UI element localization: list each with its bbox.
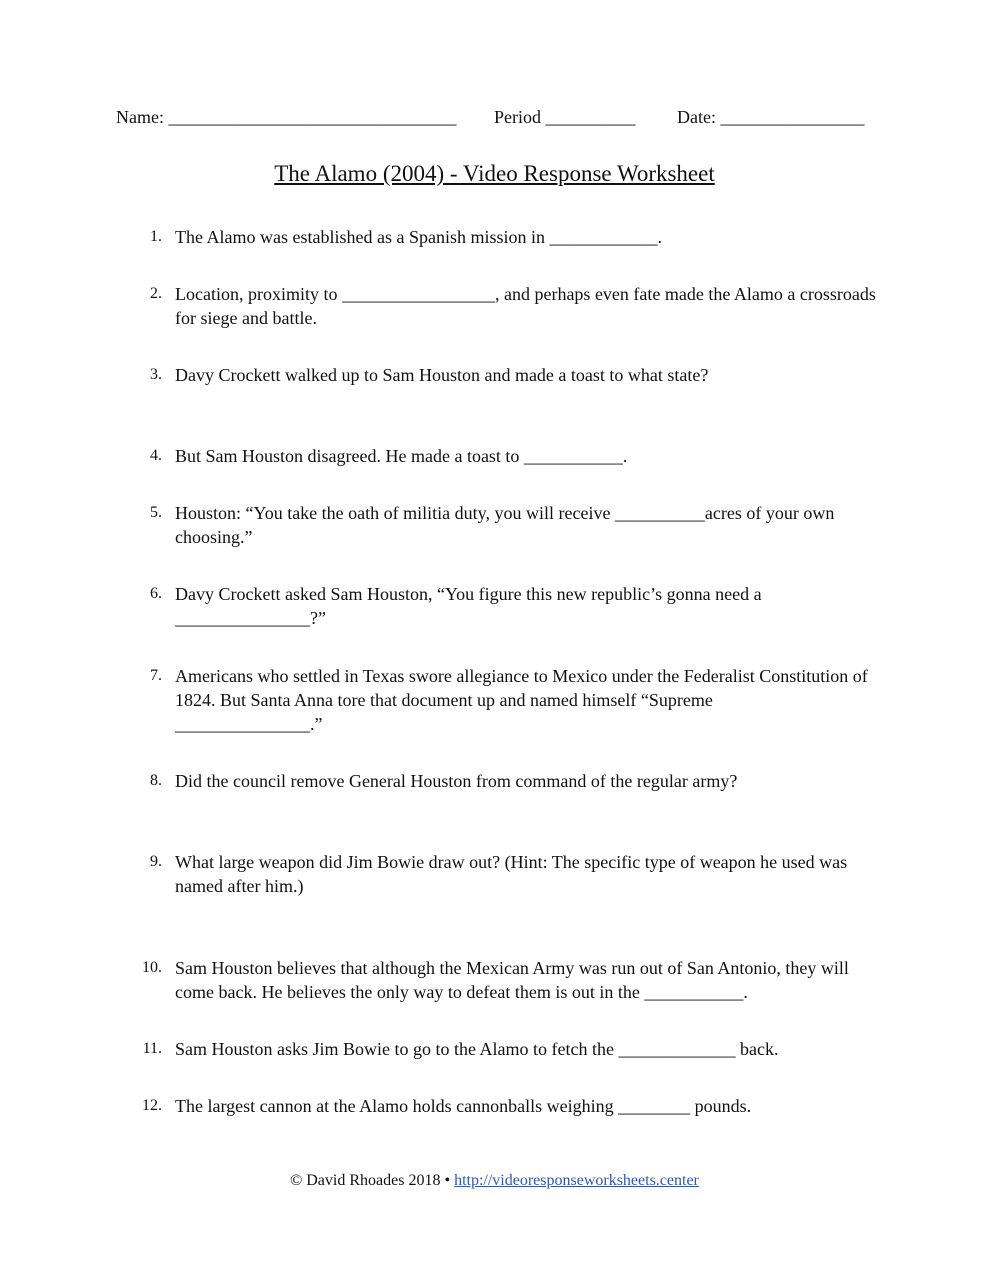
- question-1: [140, 225, 880, 249]
- question-text: Americans who settled in Texas swore allegiance to Mexico under the Federalist Constitution of 1824. But Santa Anna tore that document up and named himself “Supreme _______________.”: [175, 666, 868, 734]
- question-number: 1.: [150, 228, 162, 245]
- question-9: [140, 850, 880, 898]
- date-field[interactable]: Date: ________________: [677, 107, 865, 127]
- question-6: [140, 582, 880, 630]
- question-2: [140, 282, 880, 330]
- question-text: But Sam Houston disagreed. He made a toast to ___________.: [175, 446, 628, 466]
- question-number: 12.: [142, 1097, 162, 1114]
- question-text: What large weapon did Jim Bowie draw out? (Hint: The specific type of weapon he used was named after him.): [175, 852, 852, 896]
- question-number: 10.: [142, 959, 162, 976]
- copyright-text: © David Rhoades 2018 •: [290, 1172, 451, 1189]
- question-number: 9.: [150, 853, 162, 870]
- footer: [0, 1172, 989, 1190]
- page-title: The Alamo (2004) - Video Response Worksheet: [274, 161, 715, 186]
- question-5: [140, 501, 880, 549]
- question-number: 3.: [150, 366, 162, 383]
- question-7: [140, 664, 880, 736]
- question-12: [140, 1094, 880, 1118]
- question-8: [140, 769, 880, 793]
- question-11: [140, 1037, 880, 1061]
- question-text: Did the council remove General Houston from command of the regular army?: [175, 771, 738, 791]
- period-field[interactable]: Period __________: [494, 107, 636, 127]
- question-text: Sam Houston believes that although the Mexican Army was run out of San Antonio, they will come back. He believes the only way to defeat them is out in the ___________.: [175, 958, 854, 1002]
- name-field[interactable]: Name: ________________________________: [116, 107, 457, 127]
- question-number: 2.: [150, 285, 162, 302]
- question-text: Sam Houston asks Jim Bowie to go to the Alamo to fetch the _____________ back.: [175, 1039, 779, 1059]
- website-link[interactable]: http://videoresponseworksheets.center: [454, 1172, 699, 1189]
- question-text: Davy Crockett asked Sam Houston, “You figure this new republic’s gonna need a _______________?”: [175, 584, 762, 628]
- question-number: 5.: [150, 504, 162, 521]
- question-number: 4.: [150, 447, 162, 464]
- question-4: [140, 444, 880, 468]
- question-number: 11.: [142, 1040, 162, 1057]
- question-10: [140, 956, 880, 1004]
- question-text: Location, proximity to _________________, and perhaps even fate made the Alamo a crossroads for siege and battle.: [175, 284, 881, 328]
- question-3: [140, 363, 880, 387]
- question-text: Davy Crockett walked up to Sam Houston and made a toast to what state?: [175, 365, 709, 385]
- question-number: 8.: [150, 772, 162, 789]
- question-number: 7.: [150, 667, 162, 684]
- question-number: 6.: [150, 585, 162, 602]
- question-text: Houston: “You take the oath of militia duty, you will receive __________acres of your own choosing.”: [175, 503, 839, 547]
- question-text: The Alamo was established as a Spanish mission in ____________.: [175, 227, 662, 247]
- question-text: The largest cannon at the Alamo holds cannonballs weighing ________ pounds.: [175, 1096, 752, 1116]
